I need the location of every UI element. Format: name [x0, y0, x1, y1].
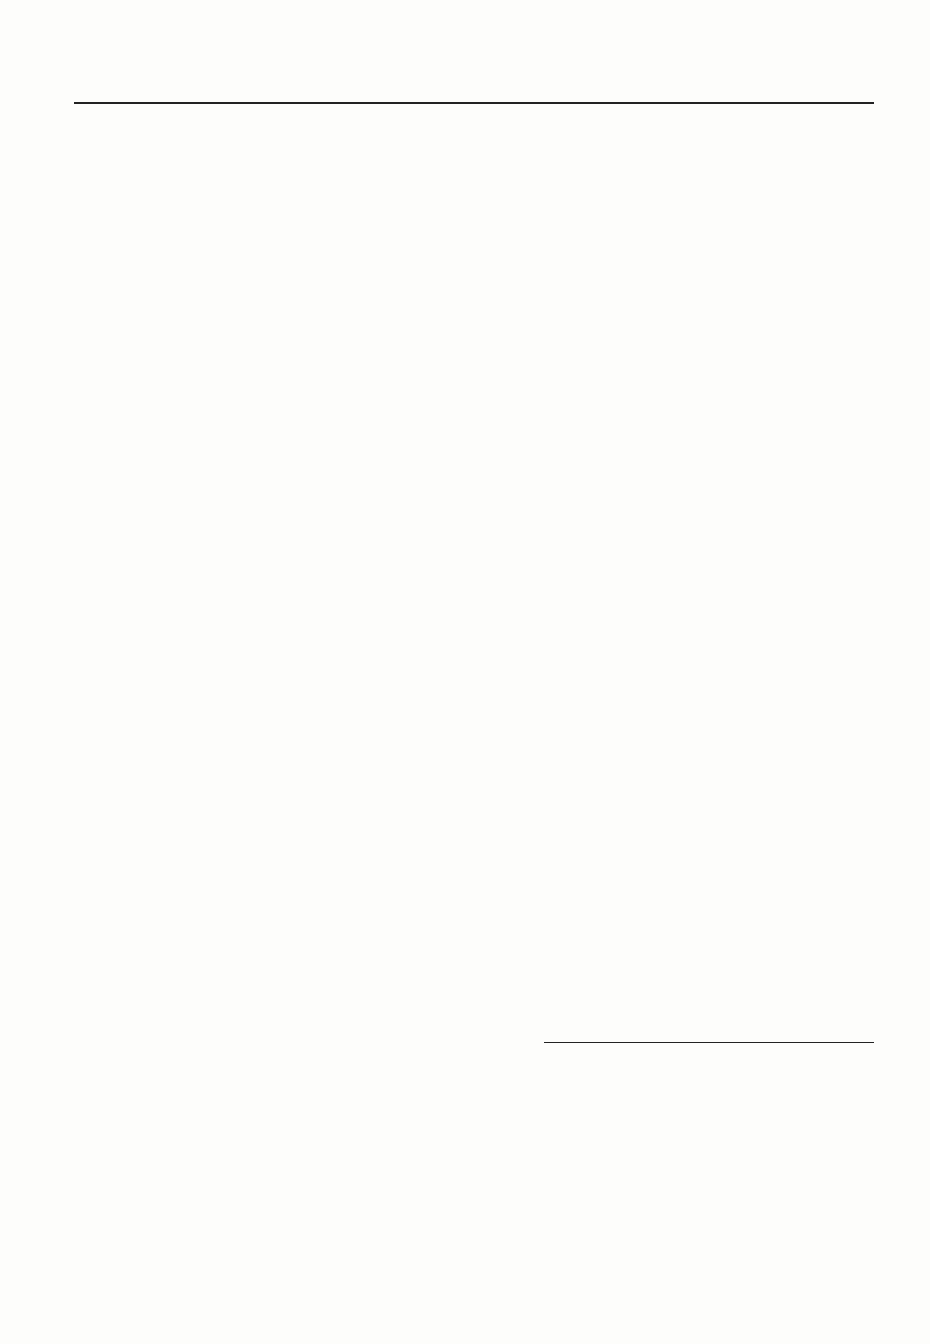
page-header	[74, 58, 874, 104]
page	[74, 58, 874, 118]
footnote-divider	[544, 1042, 874, 1043]
footnotes	[74, 1042, 874, 1055]
